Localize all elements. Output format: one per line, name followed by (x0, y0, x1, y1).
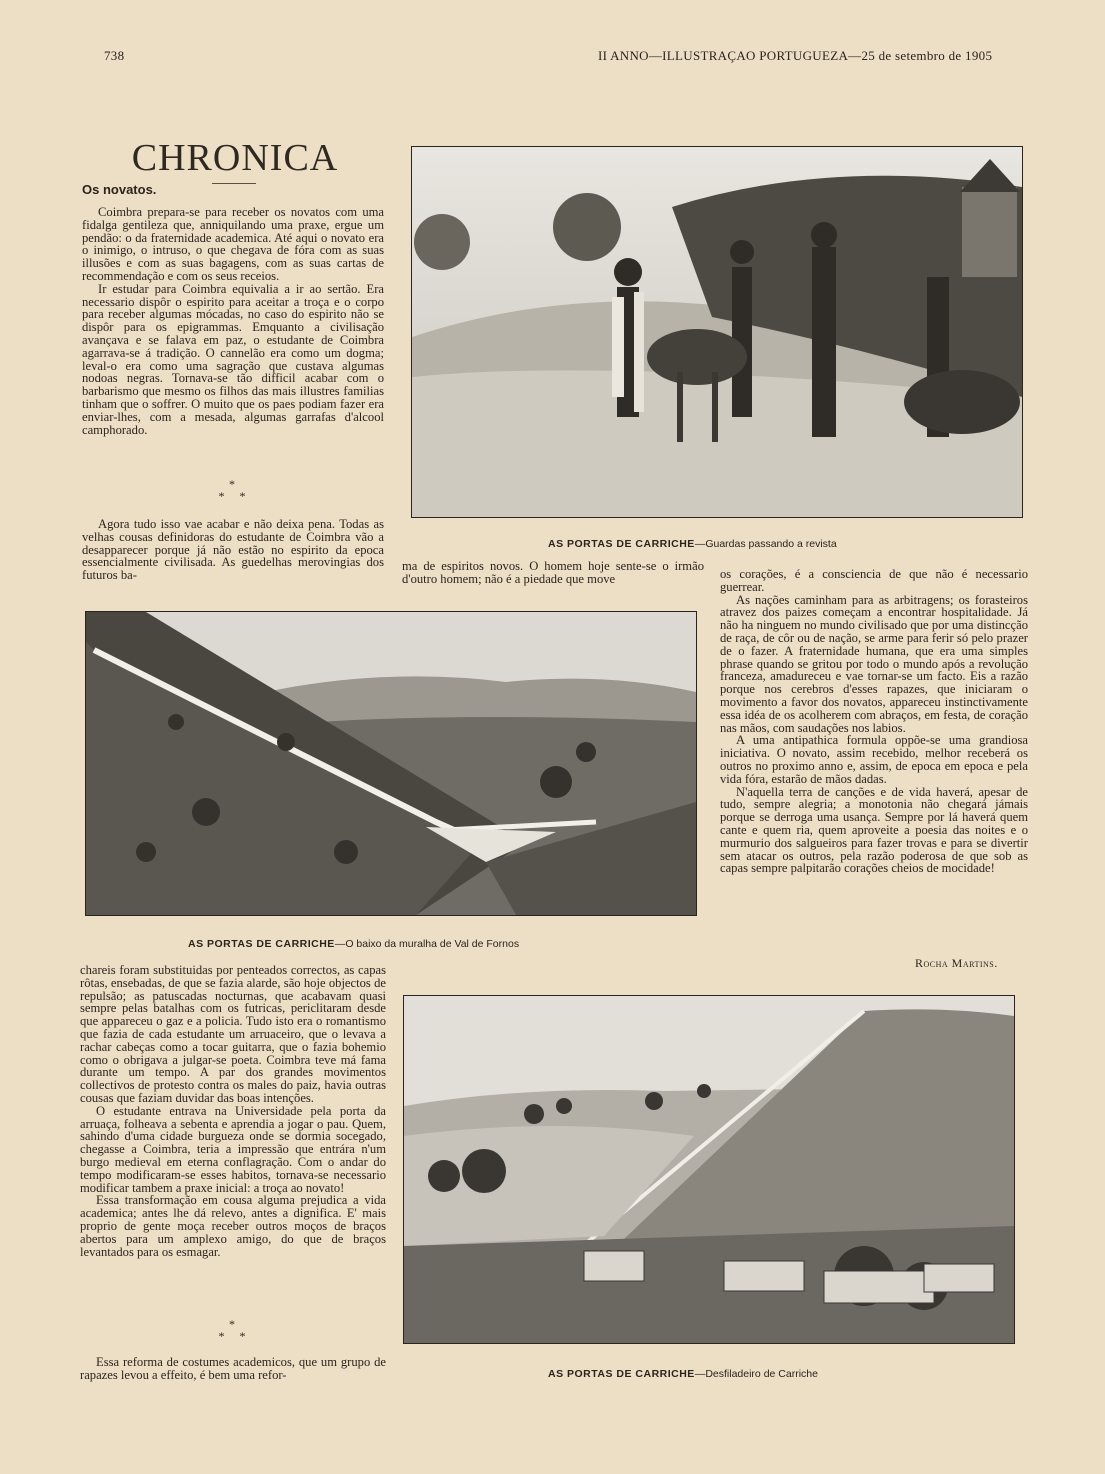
caption-photo-guardas (548, 538, 837, 550)
photo-desfiladeiro-illustration (404, 996, 1014, 1343)
paragraph: Essa reforma de costumes academicos, que um grupo de rapazes levou a effeito, é bem uma refor- (80, 1355, 386, 1382)
star-top: * (229, 477, 235, 491)
article-title: CHRONICA (131, 137, 339, 179)
caption-desc: —O baixo da muralha de Val de Fornos (334, 938, 520, 950)
caption-photo-desfiladeiro (548, 1368, 818, 1380)
title-rule (212, 183, 256, 184)
column-4 (80, 964, 386, 1258)
photo-muralha (85, 611, 697, 916)
star-right: * (239, 489, 246, 503)
paragraph: chareis foram substituidas por penteados correctos, as capas rôtas, ensebadas, de que se fazia alarde, são hoje objectos de repulsão; as patuscadas nocturnas, que acabavam quasi sempre pelas batalhas com os futricas, periclitaram desde que appareceu o gaz e a policia. Tudo isto era o romantismo que fazia de cada estudante um arruaceiro, que o levava a rachar cabeças como a tocar guitarra, que o fazia bohemio como o obrigava a julgar-se poeta. Coimbra teve má fama durante um tempo. A par dos grandes movimentos collectivos de protesto contra os males do paiz, havia outras cousas que faziam duvidar das boas intenções. (80, 963, 386, 1105)
photo-desfiladeiro (403, 995, 1015, 1344)
caption-desc: —Guardas passando a revista (694, 538, 837, 550)
paragraph: Ir estudar para Coimbra equivalia a ir ao sertão. Era necessario dispôr o espirito para aceitar a troça e o corpo para receber algumas mócadas, no caso do espirito não se dispôr para os epigrammas. Emquanto a civilisação avançava e se falava em paz, o estudante de Coimbra agarrava-se á tradição. O cannelão era como um dogma; leval-o era como uma sagração que custava algumas nodoas negras. Tornava-se tão difficil acabar com o barbarismo que mesmo os filhos das mais illustres familias tinham que o soffrer. O muito que os paes podiam fazer era enviar-lhes, com a mesada, algumas garrafas d'alcool camphorado. (82, 281, 384, 437)
running-head: II ANNO—ILLUSTRAÇAO PORTUGUEZA—25 de setembro de 1905 (598, 48, 993, 63)
author-signature: Rocha Martins. (915, 956, 998, 970)
column-3 (720, 568, 1028, 875)
star-right: * (239, 1329, 246, 1343)
photo-guardas-illustration (412, 147, 1022, 517)
paragraph: Agora tudo isso vae acabar e não deixa pena. Todas as velhas cousas definidoras do estudante de Coimbra vão a desapparecer porque já não estão no espirito da epoca essencialmente civilisada. As guedelhas merovingias dos futuros ba- (82, 517, 384, 583)
star-top: * (229, 1317, 235, 1331)
paragraph: Essa transformação em cousa alguma prejudica a vida academica; antes lhe dá relevo, antes a dignifica. E' mais proprio de gente moça receber outros moços de braços abertos para um amplexo amigo, do que de braços levantados para os esmagar. (80, 1193, 386, 1259)
page-number: 738 (104, 48, 125, 63)
caption-place: AS PORTAS DE CARRICHE (548, 538, 695, 550)
paragraph: os corações, é a consciencia de que não é necessario guerrear. (720, 567, 1028, 594)
photo-muralha-illustration (86, 612, 696, 915)
column-4b (80, 1356, 386, 1382)
section-separator (202, 478, 262, 502)
caption-desc: —Desfiladeiro de Carriche (694, 1368, 818, 1380)
column-1b (82, 518, 384, 582)
caption-place: AS PORTAS DE CARRICHE (548, 1368, 695, 1380)
star-row (202, 490, 262, 502)
star-left: * (218, 489, 225, 503)
paragraph: Coimbra prepara-se para receber os novatos com uma fidalga gentileza que, anniquilando uma praxe, ergue um pendão: o da fraternidade academica. Até aqui o novato era o inimigo, o intruso, o que chegava de fóra com as suas illusões e com as suas bagagens, com as suas cartas de recommendação e com os seus receios. (82, 205, 384, 283)
star-left: * (218, 1329, 225, 1343)
paragraph: O estudante entrava na Universidade pela porta da arruaça, folheava a sebenta e aprendia a jogar o pau. Quem, sahindo d'uma cidade burgueza onde se dormia socegado, chegasse a Coimbra, teria a impressão que entrára n'um burgo medieval em eterna conflagração. Com o andar do tempo modificaram-se esses habitos, tornava-se necessario modificar tambem a praxe inicial: a troça ao novato! (80, 1103, 386, 1195)
paragraph: A uma antipathica formula oppõe-se uma grandiosa iniciativa. O novato, assim recebido, melhor receberá os outros no proximo anno e, assim, de epoca em epoca e pela vida fóra, estarão de mãos dadas. (720, 733, 1028, 786)
caption-photo-muralha (188, 938, 519, 950)
star-row (202, 1330, 262, 1342)
article-subtitle: Os novatos. (82, 182, 157, 197)
paragraph: ma de espiritos novos. O homem hoje sente-se o irmão d'outro homem; não é a piedade que move (402, 559, 704, 586)
paragraph: N'aquella terra de canções e de vida haverá, apesar de tudo, sempre alegria; a monotonia não chegará jámais porque se derroga uma usança. Sempre por lá haverá quem cante e quem ria, quem aproveite a poesia das noites e o murmurio dos salgueiros para fazer trovas e para se divertir sem atacar os outros, pela razão poderosa de que sob as capas sempre palpitarão corações cheios de mocidade! (720, 784, 1028, 876)
column-1 (82, 206, 384, 436)
column-2 (402, 560, 704, 586)
paragraph: As nações caminham para as arbitragens; os forasteiros atravez dos paizes começam a encontrar hospitalidade. Já não ha ninguem no mundo civilisado que por uma distincção de raça, de côr ou de nação, se arme para ferir só pelo prazer de o fazer. A fraternidade humana, que era uma simples phrase quando se gritou por todo o mundo após a revolução franceza, amadureceu e vae tornar-se um facto. Eis a razão porque nos cerebros d'esses rapazes, que iniciaram o movimento a favor dos novatos, appareceu instinctivamente essa idéa de os acolherem com abraços, em festa, de coração nas mãos, com saudações nos labios. (720, 592, 1028, 735)
photo-guardas (411, 146, 1023, 518)
section-separator-2 (202, 1318, 262, 1342)
caption-place: AS PORTAS DE CARRICHE (188, 938, 335, 950)
